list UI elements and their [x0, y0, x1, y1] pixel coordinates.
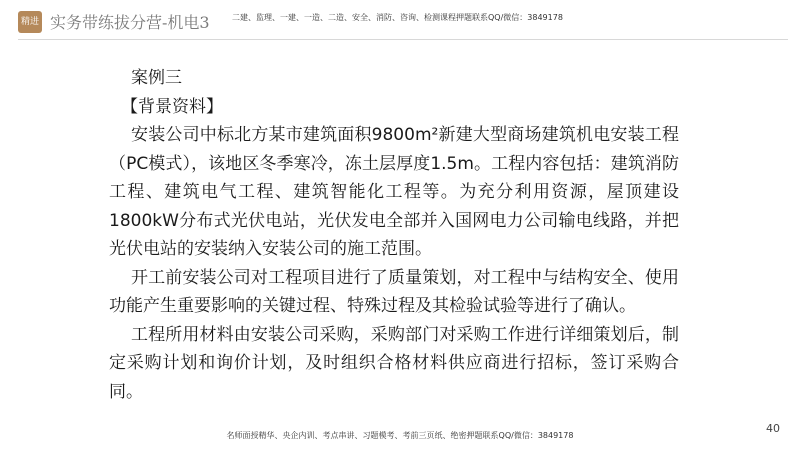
page-header — [0, 0, 800, 40]
page-number: 40 — [766, 422, 780, 435]
footer-contact-info: 名师面授精华、央企内训、考点串讲、习题模考、考前三页纸、绝密押题联系QQ/微信：3849178 — [226, 431, 574, 440]
header-contact-info: 二建、监理、一建、一造、二造、安全、消防、咨询、检测课程押题联系QQ/微信：3849178 — [232, 13, 563, 22]
paragraph: 工程所用材料由安装公司采购，采购部门对采购工作进行详细策划后，制定采购计划和询价计划，及时组织合格材料供应商进行招标，签订采购合同。 — [109, 324, 679, 402]
course-title: 实务带练拔分营-机电3 — [50, 13, 210, 32]
case-title: 案例三 — [131, 68, 182, 88]
document-body — [109, 64, 679, 406]
header-divider — [18, 39, 788, 40]
paragraph: 安装公司中标北方某市建筑面积9800m²新建大型商场建筑机电安装工程（PC模式），该地区冬季寒冷，冻土层厚度1.5m。工程内容包括：建筑消防工程、建筑电气工程、建筑智能化工程等。为充分利用资源，屋顶建设1800kW分布式光伏电站，光伏发电全部并入国网电力公司输电线路，并把光伏电站的安装纳入安装公司的施工范围。 — [109, 125, 679, 259]
paragraph: 开工前安装公司对工程项目进行了质量策划，对工程中与结构安全、使用功能产生重要影响的关键过程、特殊过程及其检验试验等进行了确认。 — [109, 267, 679, 316]
brand-logo: 精进 — [18, 11, 42, 33]
section-label: 【背景资料】 — [121, 96, 223, 117]
